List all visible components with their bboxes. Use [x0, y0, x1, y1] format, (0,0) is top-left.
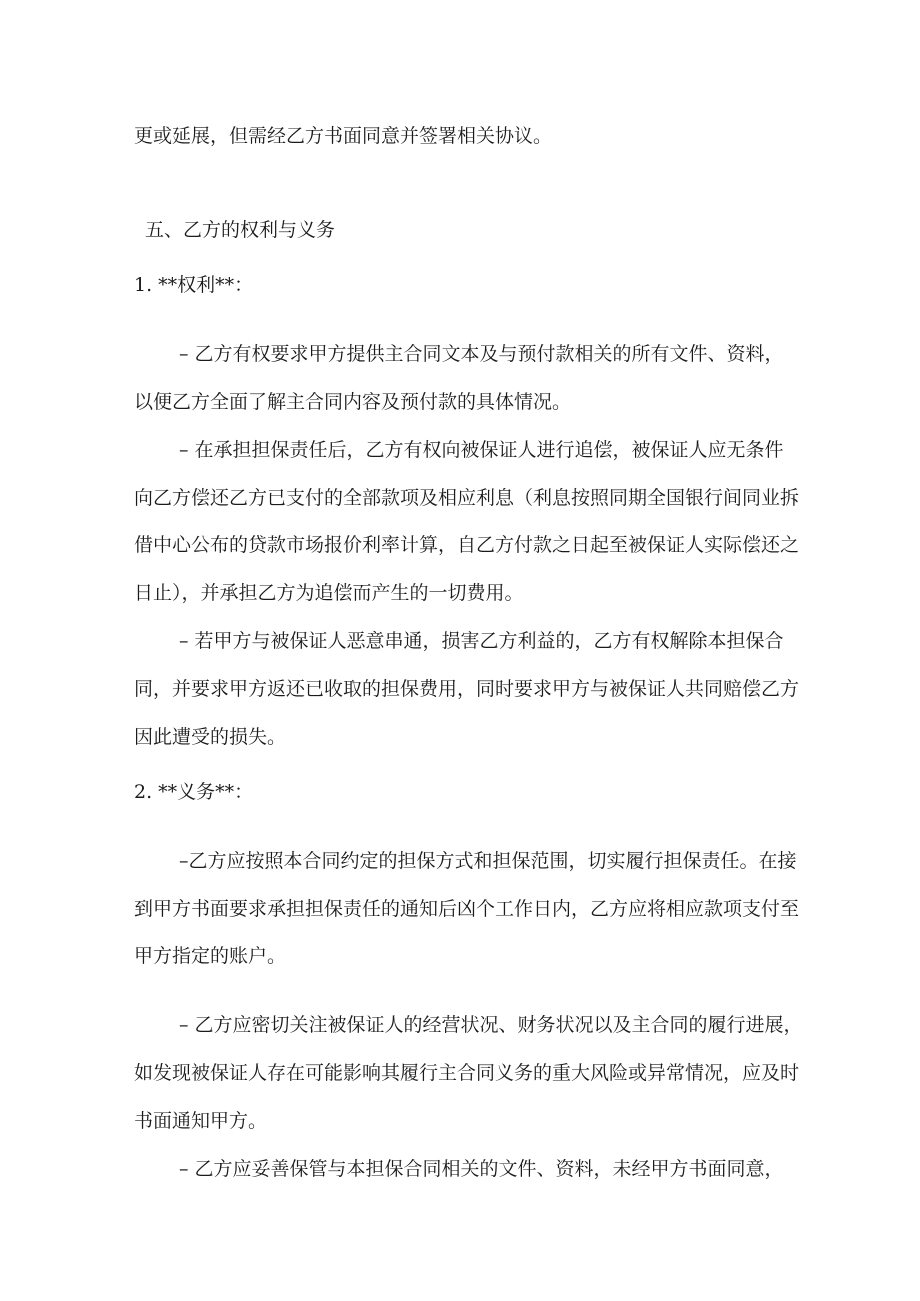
rights-item-2-line-4: 日止），并承担乙方为追偿而产生的一切费用。	[134, 582, 524, 604]
obligations-item-2-line-2: 如发现被保证人存在可能影响其履行主合同义务的重大风险或异常情况，应及时	[134, 1062, 800, 1084]
obligations-item-1-line-2: 到甲方书面要求承担担保责任的通知后凶个工作日内，乙方应将相应款项支付至	[134, 898, 800, 920]
rights-item-3-line-3: 因此遭受的损失。	[134, 726, 287, 748]
rights-heading: 1. **权利**：	[134, 274, 254, 296]
rights-item-2-line-1: – 在承担担保责任后，乙方有权向被保证人进行追偿，被保证人应无条件	[179, 439, 784, 461]
obligations-item-2-line-3: 书面通知甲方。	[134, 1110, 268, 1132]
obligations-item-3-line-1: – 乙方应妥善保管与本担保合同相关的文件、资料，未经甲方书面同意，	[179, 1158, 784, 1180]
rights-item-2-line-2: 向乙方偿还乙方已支付的全部款项及相应利息（利息按照同期全国银行间同业拆	[134, 487, 800, 509]
obligations-item-1-line-1: –乙方应按照本合同约定的担保方式和担保范围，切实履行担保责任。在接	[179, 850, 797, 872]
continuation-text: 更或延展，但需经乙方书面同意并签署相关协议。	[134, 125, 553, 147]
rights-item-1-line-2: 以便乙方全面了解主合同内容及预付款的具体情况。	[134, 391, 572, 413]
rights-item-2-line-3: 借中心公布的贷款市场报价利率计算，自乙方付款之日起至被保证人实际偿还之	[134, 534, 800, 556]
rights-item-3-line-1: – 若甲方与被保证人恶意串通，损害乙方利益的，乙方有权解除本担保合	[179, 630, 784, 652]
obligations-item-1-line-3: 甲方指定的账户。	[134, 945, 287, 967]
rights-item-3-line-2: 同，并要求甲方返还已收取的担保费用，同时要求甲方与被保证人共同赔偿乙方	[134, 678, 800, 700]
obligations-item-2-line-1: – 乙方应密切关注被保证人的经营状况、财务状况以及主合同的履行进展，	[179, 1014, 803, 1036]
obligations-heading: 2. **义务**：	[134, 781, 254, 803]
section-heading: 五、乙方的权利与义务	[145, 219, 336, 241]
rights-item-1-line-1: – 乙方有权要求甲方提供主合同文本及与预付款相关的所有文件、资料，	[179, 343, 784, 365]
